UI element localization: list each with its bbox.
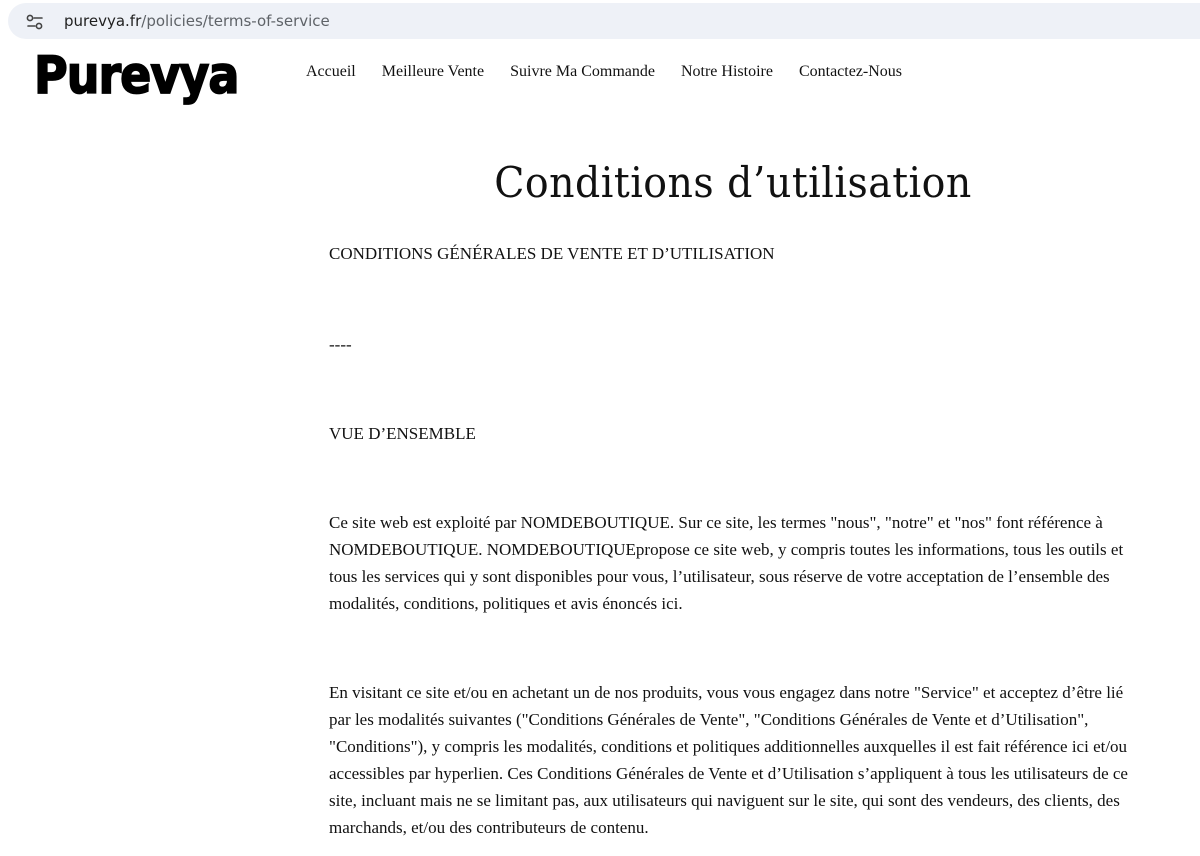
paragraph-terms: En visitant ce site et/ou en achetant un de nos produits, vous vous engagez dans notre "Service" et acceptez d’être lié par les modalités suivantes ("Conditions Générales de Vente", "Conditions Générales de Vente et d’Utilisation", "Conditions"), y compris les modalités, conditions et politiques additionnelles auxquelles il est fait référence ici et/ou accessibles par hyperlien. Ces Conditions Générales de Vente et d’Utilisation s’appliquent à tous les utilisateurs de ce site, incluant mais ne se limitant pas, aux utilisateurs qui naviguent sur le site, qui sont des vendeurs, des clients, des marchands, et/ou des contributeurs de contenu. <box>329 683 1128 837</box>
paragraph-overview: Ce site web est exploité par NOMDEBOUTIQUE. Sur ce site, les termes "nous", "notre" et "nos" font référence à NOMDEBOUTIQUE. NOMDEBOUTIQUEpropose ce site web, y compris toutes les informations, tous les outils et tous les services qui y sont disponibles pour vous, l’utilisateur, sous réserve de votre acceptation de l’ensemble des modalités, conditions, politiques et avis énoncés ici. <box>329 513 1124 613</box>
browser-address-bar <box>0 0 1200 46</box>
tune-icon[interactable] <box>24 11 46 33</box>
omnibox[interactable] <box>8 3 1200 39</box>
nav-item-notre-histoire[interactable]: Notre Histoire <box>680 63 773 80</box>
url-text[interactable] <box>64 12 330 30</box>
section-heading-cgv: CONDITIONS GÉNÉRALES DE VENTE ET D’UTILISATION <box>329 244 775 263</box>
main-nav <box>306 63 902 87</box>
nav-item-accueil[interactable]: Accueil <box>306 63 356 80</box>
site-logo[interactable]: Purevya <box>34 45 239 106</box>
section-heading-overview: VUE D’ENSEMBLE <box>329 424 476 443</box>
nav-item-contactez-nous[interactable]: Contactez-Nous <box>798 63 903 80</box>
nav-item-meilleure-vente[interactable]: Meilleure Vente <box>381 63 485 80</box>
divider-text: ---- <box>329 335 352 354</box>
url-path: /policies/terms-of-service <box>141 12 330 30</box>
url-domain: purevya.fr <box>64 12 142 30</box>
page-title: Conditions d’utilisation <box>494 158 972 207</box>
nav-item-suivre-ma-commande[interactable]: Suivre Ma Commande <box>510 63 655 80</box>
